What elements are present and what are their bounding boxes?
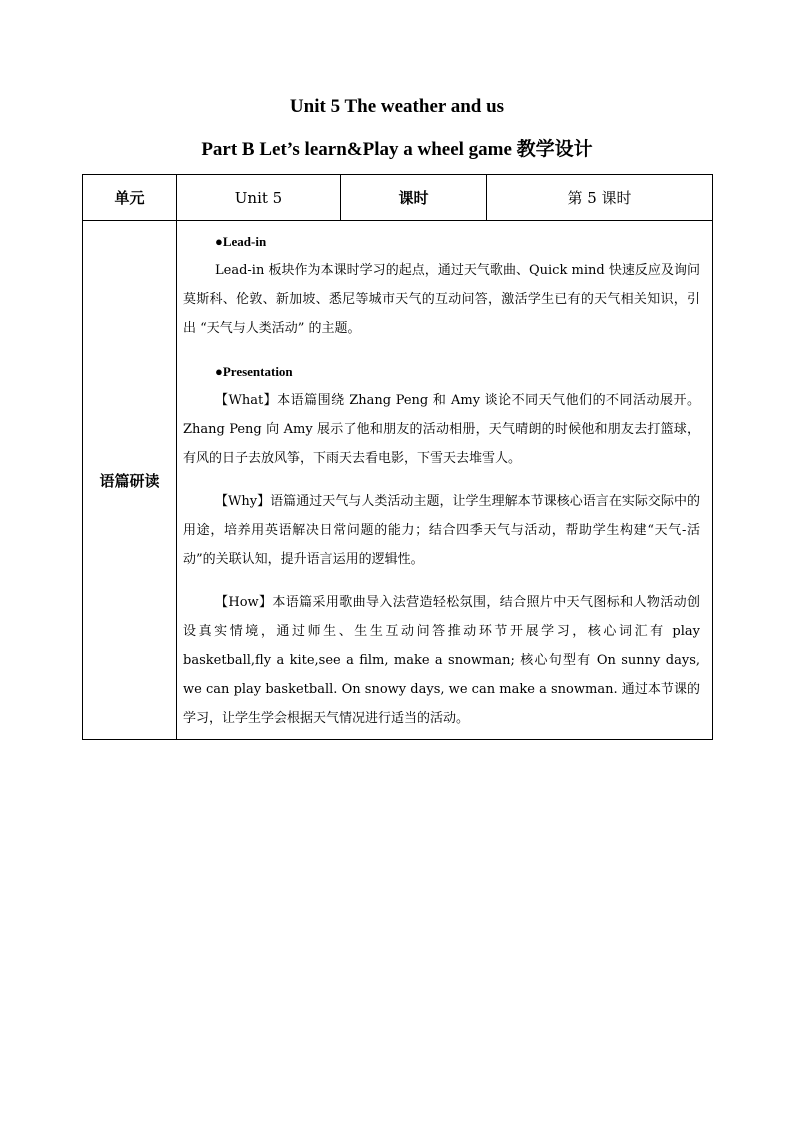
period-label: 课时 [341,175,487,221]
document-subtitle: Part B Let’s learn&Play a wheel game 教学设计 [201,139,593,160]
header-row [83,175,713,221]
unit-label: 单元 [83,175,177,221]
how-paragraph: 【How】本语篇采用歌曲导入法营造轻松氛围，结合照片中天气图标和人物活动创设真实情境，通过师生、生生互动问答推动环节开展学习，核心词汇有 play basketball,fly a kite,see a film, make a snowman; 核心句型有 On sunny days, we can play basketball. On snowy days, we can make a snowman. 通过本节课的学习，让学生学会根据天气情况进行适当的活动。 [183,595,700,726]
presentation-heading: ●Presentation [215,364,293,379]
unit-value: Unit 5 [177,175,341,221]
period-value: 第 5 课时 [487,175,713,221]
section-label: 语篇研读 [83,221,177,740]
section-content [177,221,713,740]
leadin-heading: ●Lead-in [215,234,267,249]
what-paragraph: 【What】本语篇围绕 Zhang Peng 和 Amy 谈论不同天气他们的不同活动展开。Zhang Peng 向 Amy 展示了他和朋友的活动相册，天气晴朗的时候他和朋友去打篮球，有风的日子去放风筝，下雨天去看电影，下雪天去堆雪人。 [183,393,700,466]
leadin-paragraph: Lead-in 板块作为本课时学习的起点，通过天气歌曲、Quick mind 快速反应及询问莫斯科、伦敦、新加坡、悉尼等城市天气的互动问答，激活学生已有的天气相关知识，引出 “天气与人类活动” 的主题。 [183,263,700,336]
why-paragraph: 【Why】语篇通过天气与人类活动主题，让学生理解本节课核心语言在实际交际中的用途，培养用英语解决日常问题的能力；结合四季天气与活动，帮助学生构建“天气-活动”的关联认知，提升语言运用的逻辑性。 [183,494,700,567]
document-title: Unit 5 The weather and us [289,96,505,117]
discourse-analysis-row [83,221,713,740]
lesson-plan-table [82,174,713,740]
